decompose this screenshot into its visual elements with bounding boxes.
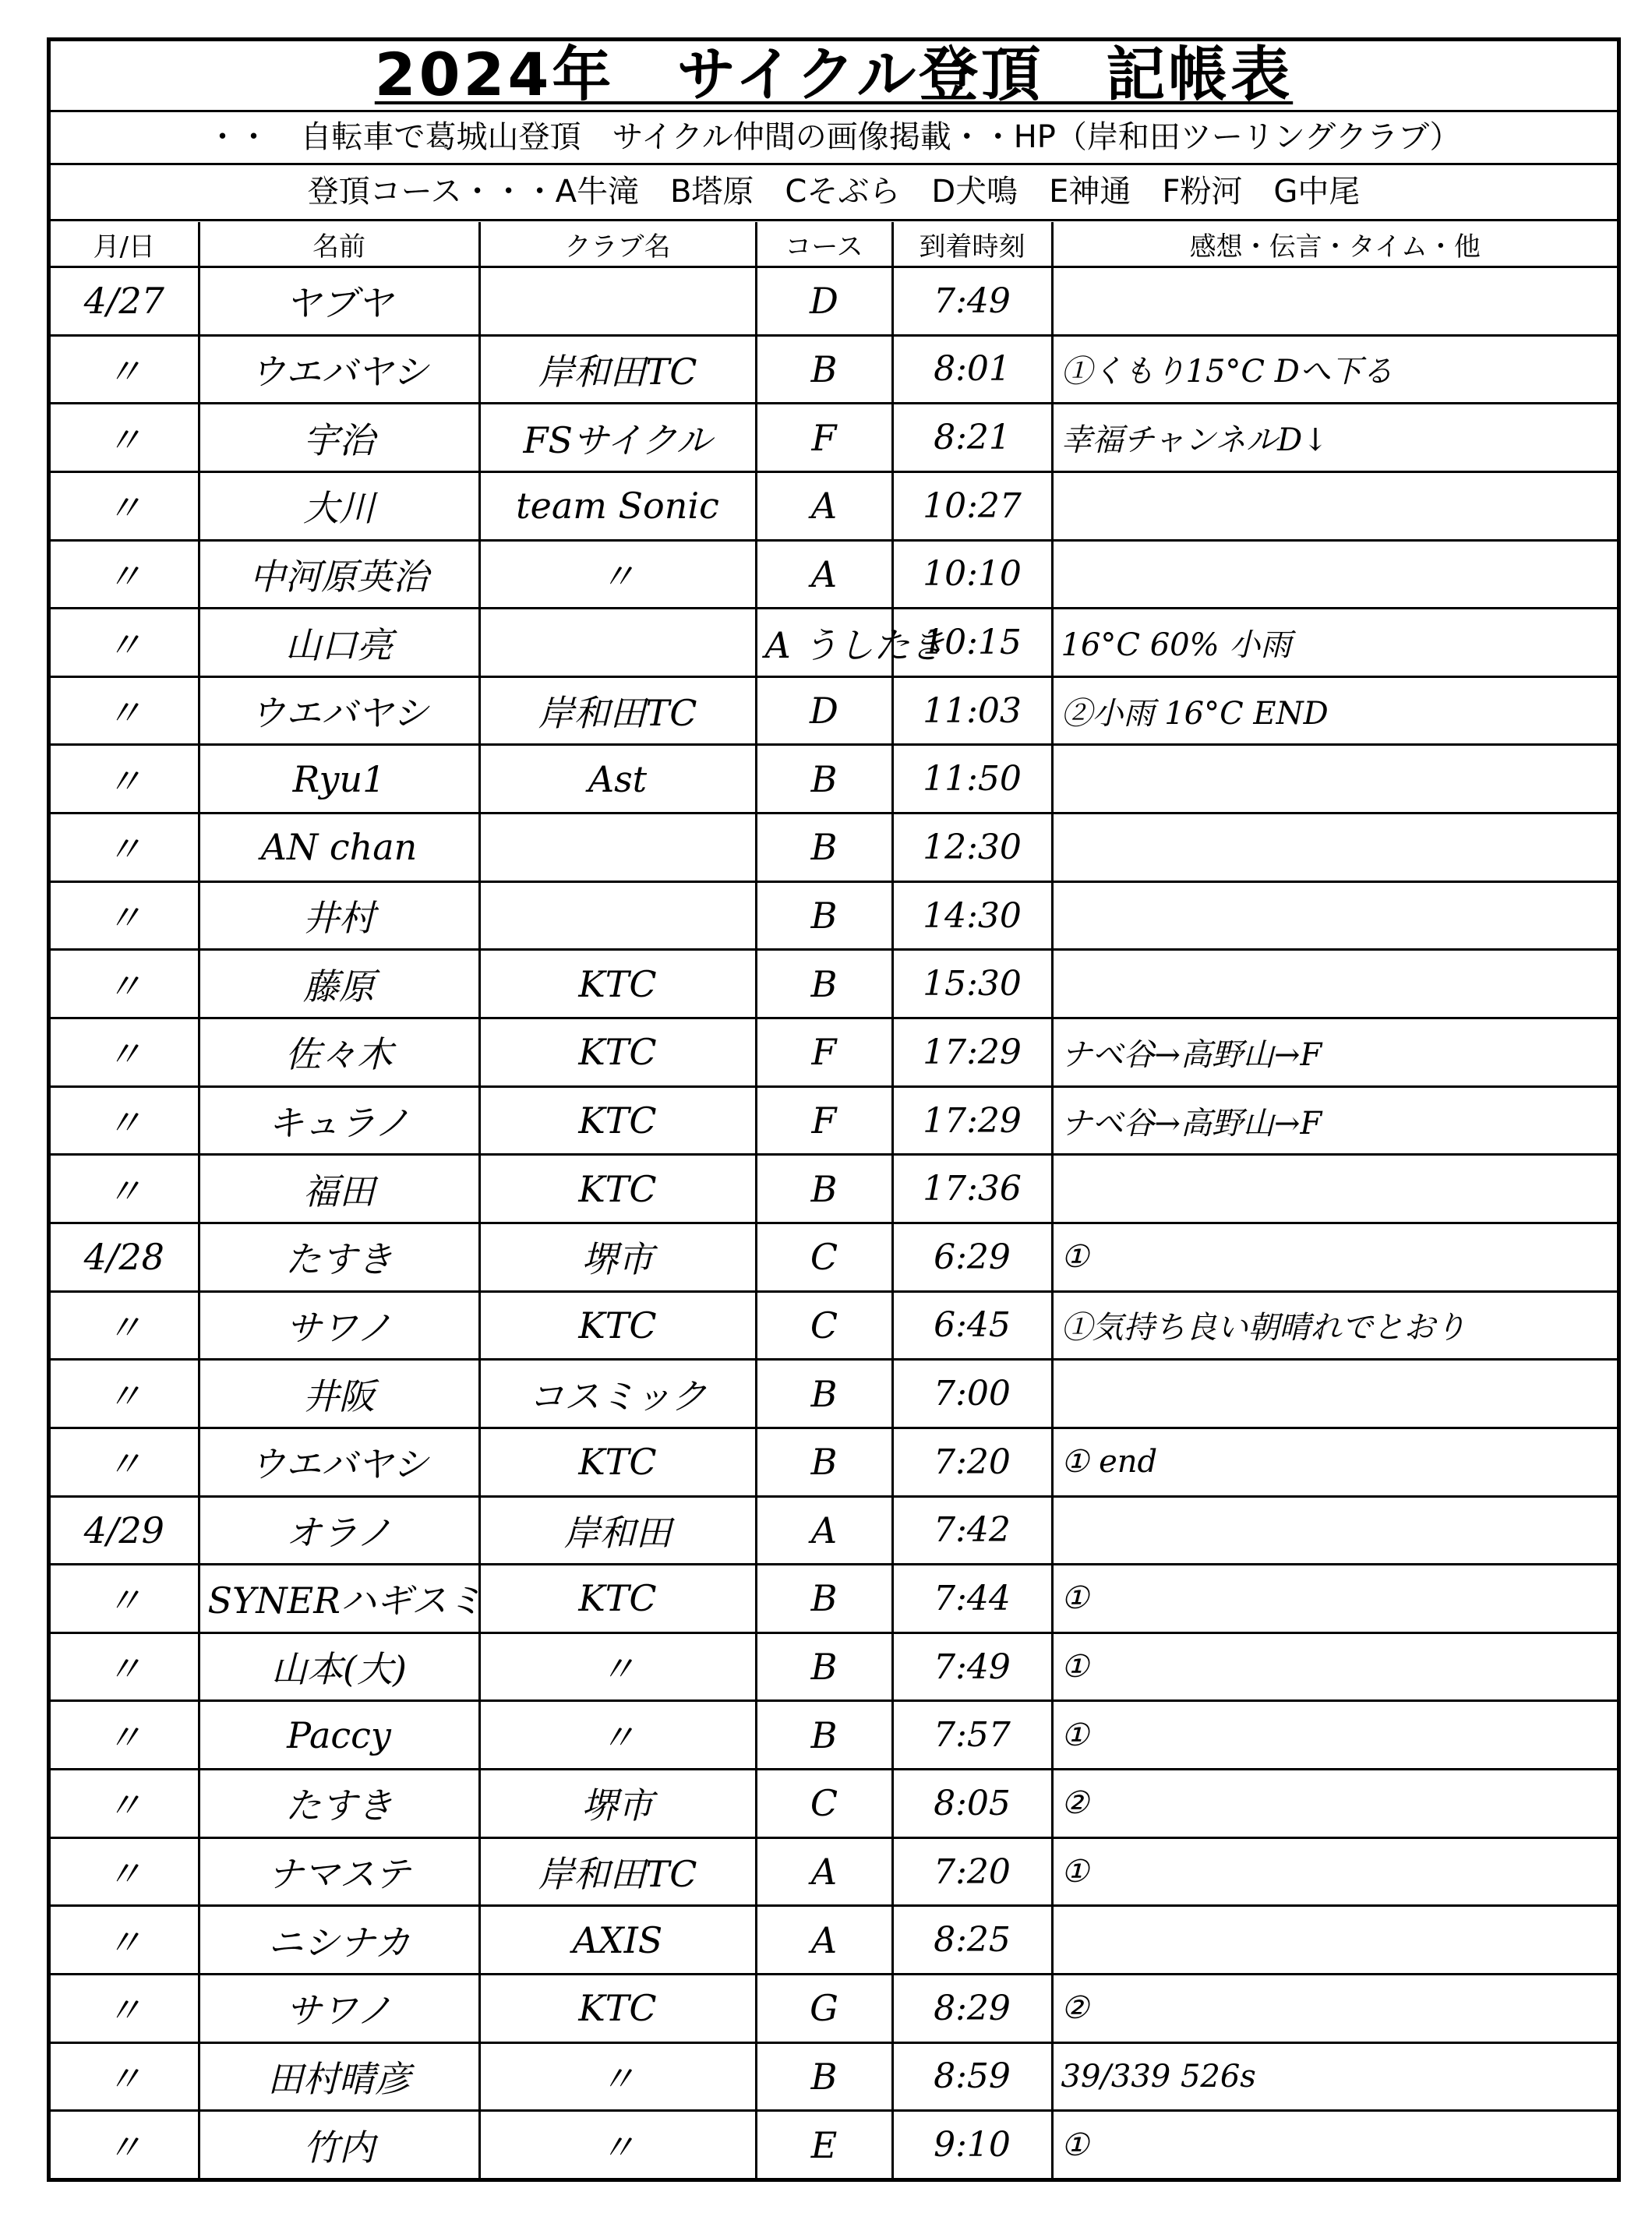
divider xyxy=(51,110,1617,112)
note-cell: ① xyxy=(1052,1223,1617,1291)
note-cell: ① xyxy=(1052,1837,1617,1906)
course-cell: B xyxy=(756,1155,892,1223)
table-row xyxy=(51,1770,1617,1838)
time-cell: 7:42 xyxy=(892,1496,1052,1565)
time-cell: 8:59 xyxy=(892,2042,1052,2111)
col-header-name: 名前 xyxy=(199,222,479,267)
note-cell xyxy=(1052,745,1617,814)
course-cell: B xyxy=(756,1565,892,1633)
description-line: ・・ 自転車で葛城山登頂 サイクル仲間の画像掲載・・HP（岸和田ツーリングクラブ） xyxy=(206,119,1461,155)
club-cell: KTC xyxy=(479,950,756,1018)
time-cell: 15:30 xyxy=(892,950,1052,1018)
title-text: 2024年 サイクル登頂 記帳表 xyxy=(374,40,1294,109)
time-cell: 7:20 xyxy=(892,1837,1052,1906)
time-cell: 11:50 xyxy=(892,745,1052,814)
table-row xyxy=(51,1701,1617,1770)
club-cell: Ast xyxy=(479,745,756,814)
date-cell: 〃 xyxy=(51,1291,199,1360)
name-cell: 山本(大) xyxy=(199,1632,479,1701)
course-cell: G xyxy=(756,1975,892,2043)
name-cell: SYNERハギスミ xyxy=(199,1565,479,1633)
date-cell: 〃 xyxy=(51,335,199,404)
time-cell: 12:30 xyxy=(892,814,1052,882)
date-cell: 〃 xyxy=(51,1837,199,1906)
club-cell: KTC xyxy=(479,1018,756,1087)
name-cell: たすき xyxy=(199,1223,479,1291)
course-cell: B xyxy=(756,2042,892,2111)
date-cell: 〃 xyxy=(51,609,199,677)
time-cell: 10:10 xyxy=(892,540,1052,609)
note-cell xyxy=(1052,540,1617,609)
table-row xyxy=(51,267,1617,336)
course-cell: A うしたき xyxy=(756,609,892,677)
note-cell: ナベ谷→高野山→F xyxy=(1052,1086,1617,1155)
note-cell xyxy=(1052,1496,1617,1565)
table-row xyxy=(51,745,1617,814)
time-cell: 7:57 xyxy=(892,1701,1052,1770)
date-cell: 〃 xyxy=(51,540,199,609)
date-cell: 4/28 xyxy=(51,1223,199,1291)
date-cell: 〃 xyxy=(51,1018,199,1087)
date-cell: 〃 xyxy=(51,471,199,540)
registration-sheet xyxy=(47,37,1621,2182)
course-cell: B xyxy=(756,950,892,1018)
club-cell: 岸和田TC xyxy=(479,1837,756,1906)
time-cell: 7:00 xyxy=(892,1360,1052,1428)
time-cell: 7:44 xyxy=(892,1565,1052,1633)
club-cell: 〃 xyxy=(479,1632,756,1701)
note-cell xyxy=(1052,1155,1617,1223)
table-row xyxy=(51,1155,1617,1223)
name-cell: サワノ xyxy=(199,1975,479,2043)
club-cell: コスミック xyxy=(479,1360,756,1428)
date-cell: 〃 xyxy=(51,881,199,950)
name-cell: ウエバヤシ xyxy=(199,676,479,745)
date-cell: 〃 xyxy=(51,1975,199,2043)
table-row xyxy=(51,335,1617,404)
course-cell: F xyxy=(756,404,892,472)
club-cell: 〃 xyxy=(479,2042,756,2111)
time-cell: 8:29 xyxy=(892,1975,1052,2043)
course-cell: A xyxy=(756,471,892,540)
course-cell: B xyxy=(756,881,892,950)
name-cell: 中河原英治 xyxy=(199,540,479,609)
table-row xyxy=(51,676,1617,745)
club-cell: KTC xyxy=(479,1975,756,2043)
table-row xyxy=(51,404,1617,472)
table-row xyxy=(51,950,1617,1018)
note-cell: ① xyxy=(1052,2111,1617,2178)
table-row xyxy=(51,609,1617,677)
time-cell: 6:45 xyxy=(892,1291,1052,1360)
course-cell: B xyxy=(756,814,892,882)
club-cell: AXIS xyxy=(479,1906,756,1975)
note-cell xyxy=(1052,814,1617,882)
date-cell: 4/27 xyxy=(51,267,199,336)
note-cell: 16°C 60% 小雨 xyxy=(1052,609,1617,677)
course-cell: C xyxy=(756,1291,892,1360)
note-cell xyxy=(1052,1906,1617,1975)
course-cell: B xyxy=(756,1428,892,1496)
date-cell: 〃 xyxy=(51,1701,199,1770)
club-cell: 岸和田TC xyxy=(479,335,756,404)
course-cell: E xyxy=(756,2111,892,2178)
club-cell xyxy=(479,881,756,950)
date-cell: 〃 xyxy=(51,1086,199,1155)
note-cell xyxy=(1052,1360,1617,1428)
date-cell: 〃 xyxy=(106,2126,143,2169)
club-cell: KTC xyxy=(479,1565,756,1633)
name-cell: 藤原 xyxy=(199,950,479,1018)
table-row xyxy=(51,1223,1617,1291)
name-cell: 福田 xyxy=(199,1155,479,1223)
course-cell: A xyxy=(756,1906,892,1975)
name-cell: AN chan xyxy=(199,814,479,882)
note-cell xyxy=(1052,881,1617,950)
club-cell: 堺市 xyxy=(479,1770,756,1838)
table-row xyxy=(51,1632,1617,1701)
course-cell: B xyxy=(756,335,892,404)
name-cell: 井阪 xyxy=(199,1360,479,1428)
name-cell: ナマステ xyxy=(199,1837,479,1906)
table-row xyxy=(51,1018,1617,1087)
note-cell: ①くもり15°C Dへ下る xyxy=(1052,335,1617,404)
date-cell: 〃 xyxy=(51,1428,199,1496)
table-row xyxy=(51,1428,1617,1496)
table-row xyxy=(51,2111,1617,2178)
club-cell xyxy=(479,814,756,882)
course-cell: A xyxy=(756,1837,892,1906)
course-cell: B xyxy=(756,745,892,814)
course-legend: 登頂コース・・・A牛滝 B塔原 Cそぶら D犬鳴 E神通 F粉河 G中尾 xyxy=(307,174,1361,210)
date-cell: 〃 xyxy=(51,745,199,814)
club-cell: 〃 xyxy=(479,1701,756,1770)
name-cell: ニシナカ xyxy=(199,1906,479,1975)
name-cell: 宇治 xyxy=(199,404,479,472)
note-cell xyxy=(1052,471,1617,540)
date-cell: 〃 xyxy=(51,950,199,1018)
club-cell xyxy=(479,267,756,336)
col-header-arrival-time: 到着時刻 xyxy=(892,222,1052,267)
col-header-course: コース xyxy=(756,222,892,267)
note-cell: ① xyxy=(1052,1632,1617,1701)
name-cell: ヤブヤ xyxy=(199,267,479,336)
club-cell: 〃 xyxy=(479,2111,756,2178)
table-row xyxy=(51,814,1617,882)
course-cell: A xyxy=(756,1496,892,1565)
club-cell: 岸和田 xyxy=(479,1496,756,1565)
time-cell: 8:21 xyxy=(892,404,1052,472)
note-cell: ② xyxy=(1052,1975,1617,2043)
table-row xyxy=(51,881,1617,950)
date-cell: 〃 xyxy=(51,1565,199,1633)
date-cell: 〃 xyxy=(51,676,199,745)
course-cell: A xyxy=(756,540,892,609)
club-cell: FSサイクル xyxy=(479,404,756,472)
name-cell: たすき xyxy=(199,1770,479,1838)
date-cell: 〃 xyxy=(51,1155,199,1223)
table-row xyxy=(51,1496,1617,1565)
divider xyxy=(51,163,1617,165)
date-cell: 〃 xyxy=(51,814,199,882)
col-header-date: 月/日 xyxy=(51,222,199,267)
course-cell: C xyxy=(756,1223,892,1291)
date-cell: 〃 xyxy=(51,1360,199,1428)
note-cell: ②小雨 16°C END xyxy=(1052,676,1617,745)
table-row xyxy=(51,2042,1617,2111)
table-row xyxy=(51,1291,1617,1360)
time-cell: 17:29 xyxy=(892,1086,1052,1155)
note-cell xyxy=(1052,950,1617,1018)
club-cell: KTC xyxy=(479,1428,756,1496)
time-cell: 8:05 xyxy=(892,1770,1052,1838)
course-cell: B xyxy=(756,1701,892,1770)
note-cell xyxy=(1052,267,1617,336)
note-cell: 39/339 526s xyxy=(1052,2042,1617,2111)
name-cell: ウエバヤシ xyxy=(199,335,479,404)
time-cell: 11:03 xyxy=(892,676,1052,745)
date-cell: 〃 xyxy=(51,1770,199,1838)
name-cell: ウエバヤシ xyxy=(199,1428,479,1496)
note-cell: 幸福チャンネルD↓ xyxy=(1052,404,1617,472)
course-cell: C xyxy=(756,1770,892,1838)
table-row xyxy=(51,1906,1617,1975)
time-cell: 7:20 xyxy=(892,1428,1052,1496)
name-cell: 佐々木 xyxy=(199,1018,479,1087)
club-cell: KTC xyxy=(479,1086,756,1155)
time-cell: 6:29 xyxy=(892,1223,1052,1291)
note-cell: ① xyxy=(1052,1701,1617,1770)
table-row xyxy=(51,1975,1617,2043)
time-cell: 17:36 xyxy=(892,1155,1052,1223)
name-cell: 井村 xyxy=(199,881,479,950)
time-cell: 7:49 xyxy=(892,1632,1052,1701)
header-row xyxy=(51,222,1617,267)
name-cell: キュラノ xyxy=(199,1086,479,1155)
date-cell: 〃 xyxy=(51,2042,199,2111)
course-cell: F xyxy=(756,1018,892,1087)
club-cell: 堺市 xyxy=(479,1223,756,1291)
table-row xyxy=(51,540,1617,609)
note-cell: ①気持ち良い朝晴れでとおり xyxy=(1052,1291,1617,1360)
club-cell: KTC xyxy=(479,1155,756,1223)
time-cell: 9:10 xyxy=(892,2111,1052,2178)
name-cell: 竹内 xyxy=(199,2111,479,2178)
club-cell xyxy=(479,609,756,677)
note-cell: ① end xyxy=(1052,1428,1617,1496)
sheet-title xyxy=(51,41,1617,108)
col-header-notes: 感想・伝言・タイム・他 xyxy=(1052,222,1617,267)
time-cell: 10:15 xyxy=(892,609,1052,677)
date-cell: 4/29 xyxy=(51,1496,199,1565)
course-cell: F xyxy=(756,1086,892,1155)
log-table xyxy=(51,222,1617,2178)
divider xyxy=(51,219,1617,221)
date-cell: 〃 xyxy=(51,1632,199,1701)
note-cell: ナベ谷→高野山→F xyxy=(1052,1018,1617,1087)
club-cell: team Sonic xyxy=(479,471,756,540)
name-cell: Paccy xyxy=(199,1701,479,1770)
time-cell: 8:01 xyxy=(892,335,1052,404)
time-cell: 10:27 xyxy=(892,471,1052,540)
time-cell: 17:29 xyxy=(892,1018,1052,1087)
name-cell: Ryu1 xyxy=(199,745,479,814)
name-cell: 山口亮 xyxy=(199,609,479,677)
table-row xyxy=(51,1086,1617,1155)
time-cell: 7:49 xyxy=(892,267,1052,336)
course-cell: D xyxy=(756,267,892,336)
name-cell: 大川 xyxy=(199,471,479,540)
club-cell: 岸和田TC xyxy=(479,676,756,745)
time-cell: 8:25 xyxy=(892,1906,1052,1975)
name-cell: サワノ xyxy=(199,1291,479,1360)
name-cell: オラノ xyxy=(199,1496,479,1565)
table-row xyxy=(51,471,1617,540)
course-cell: B xyxy=(756,1360,892,1428)
col-header-club: クラブ名 xyxy=(479,222,756,267)
course-cell: D xyxy=(756,676,892,745)
name-cell: 田村晴彦 xyxy=(199,2042,479,2111)
club-cell: 〃 xyxy=(479,540,756,609)
club-cell: KTC xyxy=(479,1291,756,1360)
note-cell: ② xyxy=(1052,1770,1617,1838)
date-cell: 〃 xyxy=(51,1906,199,1975)
time-cell: 14:30 xyxy=(892,881,1052,950)
course-cell: B xyxy=(756,1632,892,1701)
date-cell: 〃 xyxy=(51,404,199,472)
table-row xyxy=(51,1837,1617,1906)
table-row xyxy=(51,1565,1617,1633)
table-row xyxy=(51,1360,1617,1428)
note-cell: ① xyxy=(1052,1565,1617,1633)
